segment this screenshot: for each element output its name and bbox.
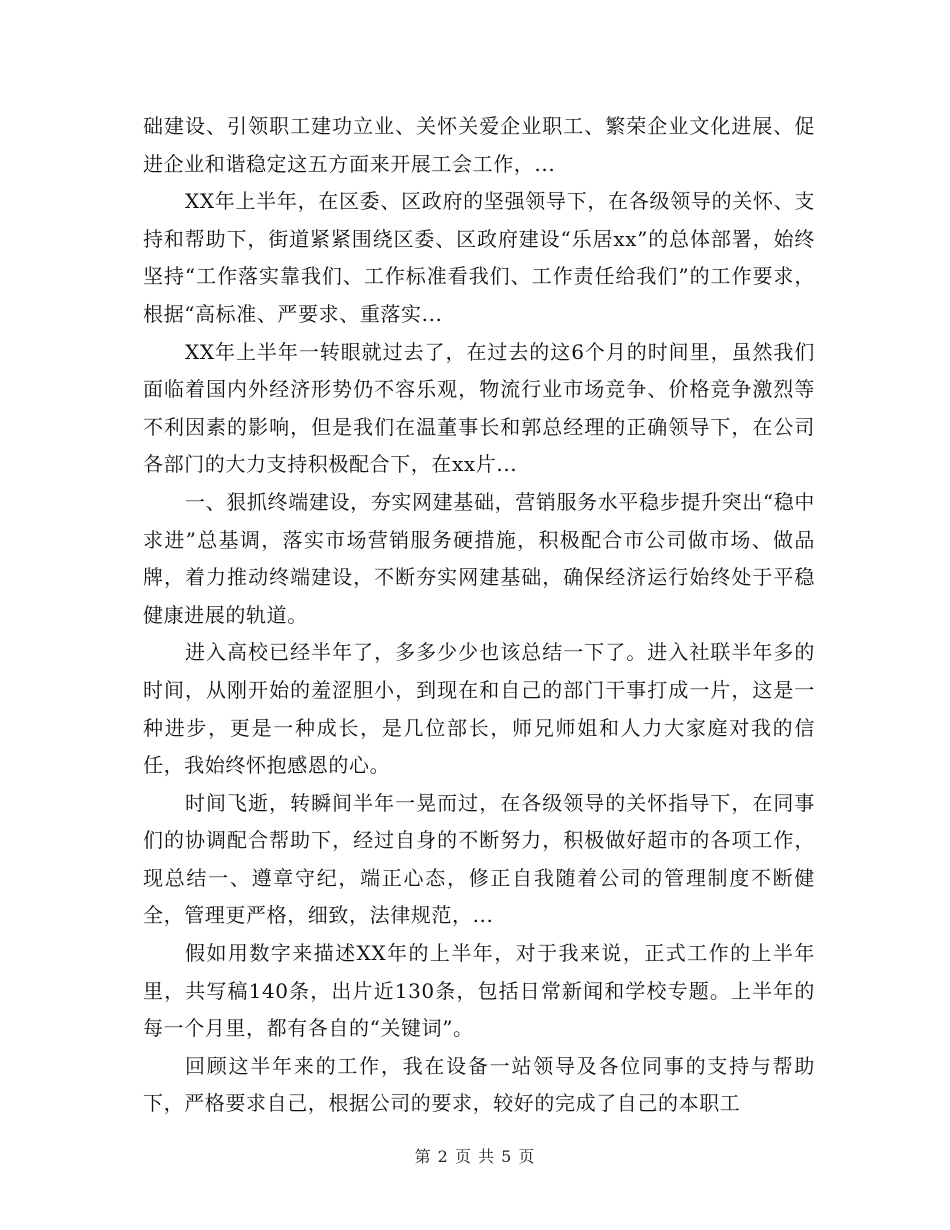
paragraph-1: 础建设、引领职工建功立业、关怀关爱企业职工、繁荣企业文化进展、促进企业和谐稳定这五方面来开展工会工作，... [143,114,815,176]
paragraph-8: 回顾这半年来的工作，我在设备一站领导及各位同事的支持与帮助下，严格要求自己，根据公司的要求，较好的完成了自己的本职工 [143,1053,815,1116]
paragraph-7: 假如用数字来描述XX年的上半年，对于我来说，正式工作的上半年里，共写稿140条，出片近130条，包括日常新闻和学校专题。上半年的每一个月里，都有各自的“关键词”。 [143,941,815,1041]
paragraph-5: 进入高校已经半年了，多多少少也该总结一下了。进入社联半年多的时间，从刚开始的羞涩胆小，到现在和自己的部门干事打成一片，这是一种进步，更是一种成长，是几位部长，师兄师姐和人力大家庭对我的信任，我始终怀抱感恩的心。 [143,640,815,778]
paragraph-3: XX年上半年一转眼就过去了，在过去的这6个月的时间里，虽然我们面临着国内外经济形势仍不容乐观，物流行业市场竞争、价格竞争激烈等不利因素的影响，但是我们在温董事长和郭总经理的正确领导下，在公司各部门的大力支持积极配合下，在xx片... [143,339,815,477]
document-body [143,108,815,1123]
paragraph-4: 一、狠抓终端建设，夯实网建基础，营销服务水平稳步提升突出“稳中求进”总基调，落实市场营销服务硬措施，积极配合市公司做市场、做品牌，着力推动终端建设，不断夯实网建基础，确保经济运行始终处于平稳健康进展的轨道。 [143,489,815,627]
paragraph-2: XX年上半年，在区委、区政府的坚强领导下，在各级领导的关怀、支持和帮助下，街道紧紧围绕区委、区政府建设“乐居xx”的总体部署，始终坚持“工作落实靠我们、工作标准看我们、工作责任给我们”的工作要求，根据“高标准、严要求、重落实... [143,189,815,326]
page-number-footer: 第 2 页 共 5 页 [414,1147,536,1166]
paragraph-6: 时间飞逝，转瞬间半年一晃而过，在各级领导的关怀指导下，在同事们的协调配合帮助下，经过自身的不断努力，积极做好超市的各项工作，现总结一、遵章守纪，端正心态，修正自我随着公司的管理制度不断健全，管理更严格，细致，法律规范，... [143,790,815,928]
